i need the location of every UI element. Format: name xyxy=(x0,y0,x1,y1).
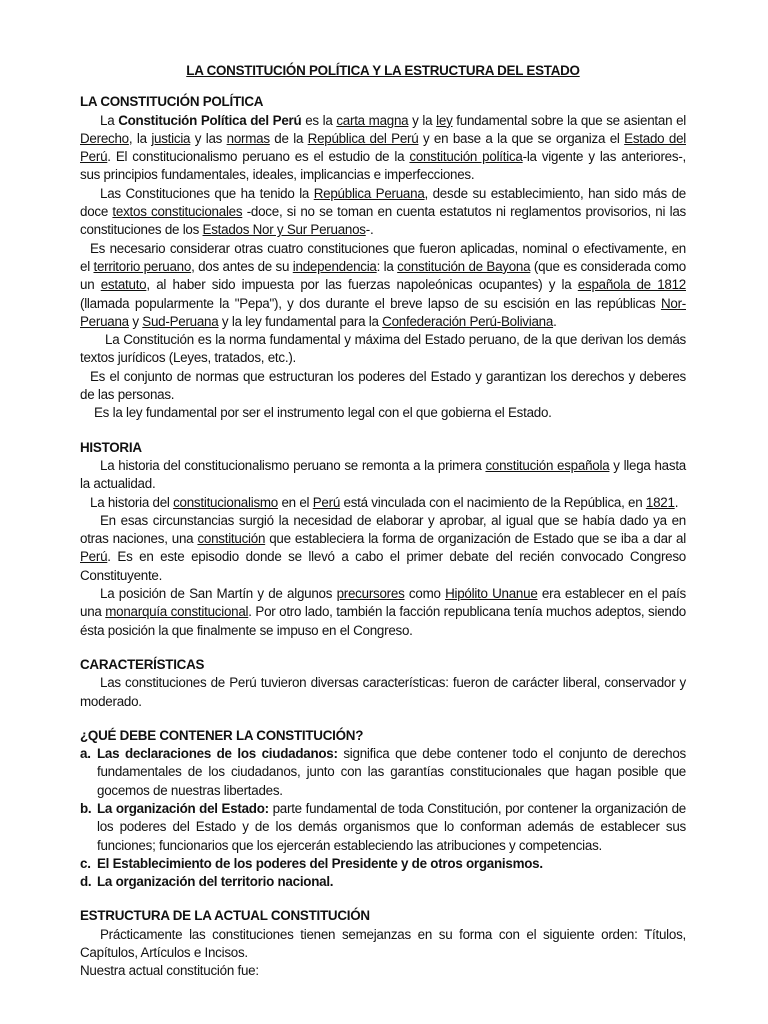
text-run: , dos antes de su xyxy=(191,258,293,274)
paragraph xyxy=(80,585,686,640)
text-run: Es necesario considerar otras cuatro constituciones que fueron aplicadas, nominal o efectivamente, en el xyxy=(80,240,686,274)
linked-term: constitución xyxy=(197,531,266,547)
paragraph xyxy=(80,331,686,368)
linked-term: independencia xyxy=(292,258,377,274)
text-run: y xyxy=(128,313,143,329)
content-list xyxy=(80,745,686,891)
text-run: y llega hasta la actualidad. xyxy=(80,457,686,492)
text-run: La historia del xyxy=(90,494,174,510)
linked-term: República Peruana xyxy=(313,185,425,201)
text-run: Las constituciones de Perú tuvieron diversas características: fueron de carácter liberal, conservador y moderado. xyxy=(80,675,686,709)
list-item-lead: La organización del territorio nacional. xyxy=(97,874,334,890)
text-run: en el xyxy=(278,494,313,510)
paragraph xyxy=(80,926,686,963)
text-run: de la xyxy=(269,130,308,146)
text-run: La posición de San Martín y de algunos xyxy=(100,586,337,602)
text-run: y la ley fundamental para la xyxy=(218,313,383,329)
linked-term: Nor-Peruana xyxy=(80,295,686,329)
text-run: La historia del constitucionalismo peruano se remonta a la primera xyxy=(100,457,486,473)
linked-term: Sud-Peruana xyxy=(142,313,219,329)
paragraph xyxy=(80,240,686,331)
list-item xyxy=(80,800,686,855)
linked-term: Hipólito Unanue xyxy=(445,586,538,602)
section-heading-constitucion: LA CONSTITUCIÓN POLÍTICA xyxy=(80,94,264,110)
text-run: Las Constituciones que ha tenido la xyxy=(100,185,314,201)
linked-term: constitución de Bayona xyxy=(397,258,531,274)
document-title: LA CONSTITUCIÓN POLÍTICA Y LA ESTRUCTURA DEL ESTADO xyxy=(186,63,580,78)
linked-term: precursores xyxy=(336,586,405,602)
text-run: . El constitucionalismo peruano es el estudio de la xyxy=(107,149,410,165)
list-item-text: significa que debe contener todo el conjunto de derechos fundamentales de los ciudadanos, junto con las garantías constitucionales que hagan posible que gocemos de nuestras libertades. xyxy=(97,746,686,798)
paragraph xyxy=(80,494,686,512)
text-run: como xyxy=(404,586,446,602)
list-item-text: parte fundamental de toda Constitución, por contener la organización de los poderes del Estado y de los demás organismos que lo conforman además de establecer sus funciones; funcionarios que los ejercerán estableciendo las atribuciones y competencias. xyxy=(97,800,686,853)
text-run: La xyxy=(100,112,119,128)
document-page xyxy=(80,62,686,981)
text-run: -. xyxy=(365,222,374,238)
paragraph xyxy=(80,368,686,405)
text-run: Nuestra actual constitución fue: xyxy=(80,963,259,979)
text-run: Es la ley fundamental por ser el instrumento legal con el que gobierna el Estado. xyxy=(94,405,552,421)
linked-term: textos constitucionales xyxy=(112,204,243,220)
text-run: -la vigente y las anteriores-, sus principios fundamentales, ideales, implicancias e imperfecciones. xyxy=(80,149,686,183)
text-run: que estableciera la forma de organización de Estado que se iba a dar al xyxy=(265,531,686,547)
text-run: fundamental sobre la que se asientan el xyxy=(452,112,686,128)
list-item xyxy=(80,855,686,873)
list-marker: b. xyxy=(80,800,92,816)
text-run: (que es considerada como un xyxy=(80,258,686,293)
linked-term: ley xyxy=(436,112,453,128)
linked-term: Estados Nor y Sur Peruanos xyxy=(202,222,366,238)
linked-term: estatuto xyxy=(100,277,147,293)
linked-term: normas xyxy=(226,130,270,146)
text-run: era establecer en el país una xyxy=(80,586,686,620)
linked-term: constitucionalismo xyxy=(173,494,279,510)
linked-term: constitución española xyxy=(485,457,610,473)
text-run: es la xyxy=(301,112,337,128)
text-run: -doce, si no se toman en cuenta estatutos ni reglamentos provisorios, ni las constituciones de los xyxy=(80,204,686,238)
linked-term: española de 1812 xyxy=(577,277,686,293)
list-marker: d. xyxy=(80,874,92,890)
linked-term: carta magna xyxy=(336,112,409,128)
paragraph xyxy=(80,962,686,980)
text-run: , desde su establecimiento, han sido más de doce xyxy=(80,185,687,220)
text-run: , al haber sido impuesta por las fuerzas napoleónicas ocupantes) y la xyxy=(146,277,578,293)
text-run: y en base a la que se organiza el xyxy=(418,130,625,146)
list-item-lead: El Establecimiento de los poderes del Presidente y de otros organismos. xyxy=(97,855,543,871)
paragraph xyxy=(80,674,686,711)
linked-term: Derecho xyxy=(80,130,129,146)
list-item-lead: Las declaraciones de los ciudadanos: xyxy=(97,746,338,762)
text-run: está vinculada con el nacimiento de la República, en xyxy=(340,494,646,510)
linked-term: justicia xyxy=(151,130,191,146)
linked-term: Confederación Perú-Boliviana xyxy=(382,313,554,329)
paragraph xyxy=(80,112,686,185)
linked-term: Estado del Perú xyxy=(80,130,686,165)
text-run: y la xyxy=(408,112,437,128)
section-heading-estructura: ESTRUCTURA DE LA ACTUAL CONSTITUCIÓN xyxy=(80,908,370,924)
text-run: La Constitución es la norma fundamental y máxima del Estado peruano, de la que derivan los demás textos jurídicos (Leyes, tratados, etc.). xyxy=(80,332,686,366)
linked-term: territorio peruano xyxy=(93,258,192,274)
text-run: En esas circunstancias surgió la necesidad de elaborar y aprobar, al igual que se había dado ya en otras naciones, una xyxy=(80,512,686,547)
list-item xyxy=(80,745,686,800)
bold-term: Constitución Política del Perú xyxy=(118,112,302,128)
text-run: Prácticamente las constituciones tienen semejanzas en su forma con el siguiente orden: Títulos, Capítulos, Artículos e Incisos. xyxy=(80,926,686,961)
text-run: : la xyxy=(376,258,398,274)
paragraph xyxy=(80,185,686,240)
list-item-lead: La organización del Estado: xyxy=(97,800,269,816)
list-item xyxy=(80,873,686,891)
text-run: , la xyxy=(128,130,152,146)
section-heading-caracteristicas: CARACTERÍSTICAS xyxy=(80,656,205,672)
linked-term: República del Perú xyxy=(307,130,419,146)
linked-term: constitución política xyxy=(409,149,523,165)
section-heading-contenido: ¿QUÉ DEBE CONTENER LA CONSTITUCIÓN? xyxy=(80,727,364,743)
paragraph xyxy=(80,457,686,494)
text-run: . Es en este episodio donde se llevó a cabo el primer debate del recién convocado Congreso Constituyente. xyxy=(80,549,686,583)
paragraph xyxy=(80,404,686,422)
text-run: . xyxy=(553,313,557,329)
linked-term: Perú xyxy=(312,494,341,510)
linked-term: 1821 xyxy=(645,494,675,510)
list-marker: c. xyxy=(80,855,91,871)
linked-term: monarquía constitucional xyxy=(105,604,249,620)
list-marker: a. xyxy=(80,746,91,762)
text-run: (llamada popularmente la "Pepa"), y dos durante el breve lapso de su escisión en las repúblicas xyxy=(80,295,661,311)
text-run: . xyxy=(674,494,679,510)
linked-term: Perú xyxy=(80,549,108,565)
text-run: . Por otro lado, también la facción republicana tenía muchos adeptos, siendo ésta posición la que finalmente se impuso en el Congreso. xyxy=(80,604,686,638)
text-run: y las xyxy=(190,130,227,146)
section-heading-historia: HISTORIA xyxy=(80,439,142,455)
paragraph xyxy=(80,512,686,585)
text-run: Es el conjunto de normas que estructuran los poderes del Estado y garantizan los derechos y deberes de las personas. xyxy=(80,368,686,403)
